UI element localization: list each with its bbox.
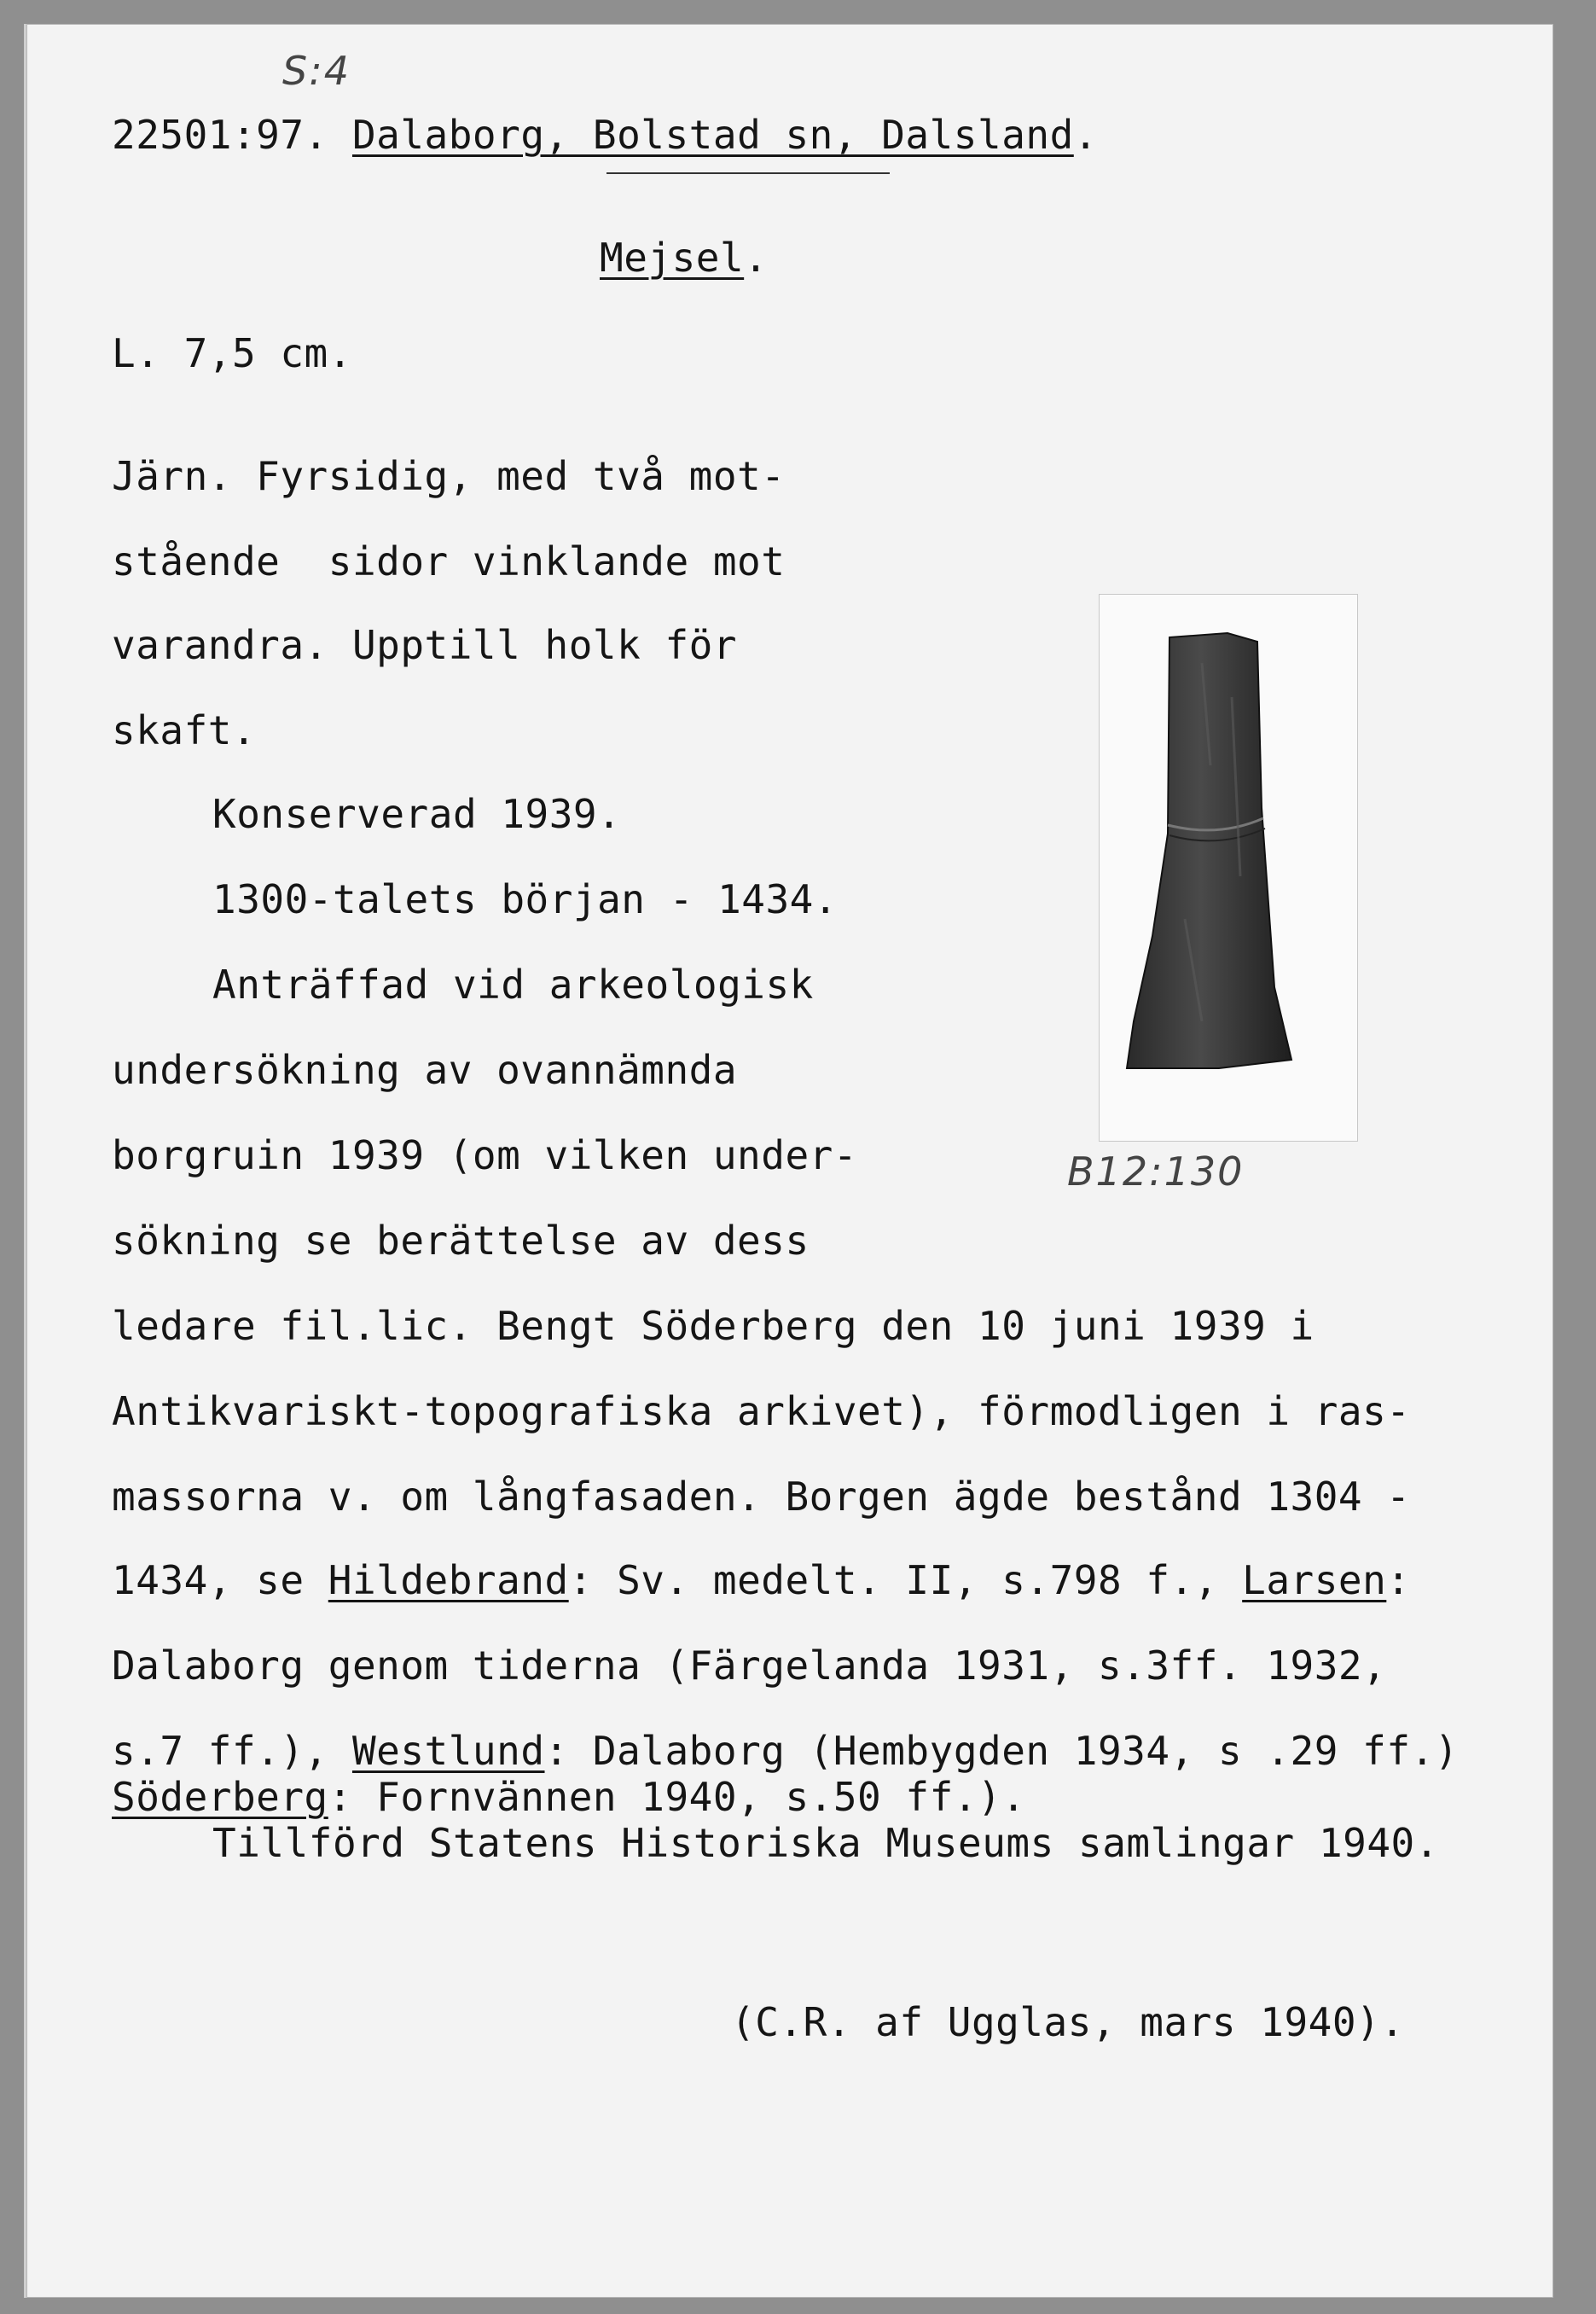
length-measure: L. 7,5 cm. (112, 330, 352, 376)
reference-line-2: Dalaborg genom tiderna (Färgelanda 1931, s.3ff. 1932, (112, 1642, 1387, 1689)
catalogue-card (24, 24, 1553, 2298)
reference-line-1: 1434, se Hildebrand: Sv. medelt. II, s.798 f., Larsen: (112, 1557, 1411, 1603)
find-line-1: Anträffad vid arkeologisk (212, 962, 814, 1008)
description-line-3: varandra. Upptill holk för (112, 622, 738, 668)
reference-author-larsen: Larsen (1242, 1557, 1387, 1603)
header-underline-stroke (606, 172, 890, 174)
find-line-4: sökning se berättelse av dess (112, 1218, 810, 1264)
find-line-6: Antikvariskt-topografiska arkivet), förmodligen i ras- (112, 1388, 1411, 1434)
find-line-2: undersökning av ovannämnda (112, 1047, 738, 1093)
find-line-5: ledare fil.lic. Bengt Söderberg den 10 juni 1939 i (112, 1303, 1315, 1349)
reference-line-3: s.7 ff.), Westlund: Dalaborg (Hembygden 1934, s .29 ff.) (112, 1728, 1459, 1774)
shelf-mark: S:4 (282, 48, 351, 94)
photo-number: B12:130 (1067, 1148, 1245, 1195)
dating-note: 1300-talets början - 1434. (212, 876, 839, 922)
find-locality: Dalaborg, Bolstad sn, Dalsland (351, 112, 1074, 158)
catalogue-number: 22501:97. (112, 112, 328, 158)
object-photo (1099, 594, 1358, 1142)
reference-line-4: Söderberg: Fornvännen 1940, s.50 ff.). (112, 1774, 1026, 1820)
signature: (C.R. af Ugglas, mars 1940). (731, 1999, 1405, 2045)
description-line-2: stående sidor vinklande mot (112, 538, 786, 584)
card-header: 22501:97. Dalaborg, Bolstad sn, Dalsland. (112, 112, 1098, 158)
chisel-image (1100, 595, 1357, 1141)
description-line-1: Järn. Fyrsidig, med två mot- (112, 453, 786, 499)
reference-author-hildebrand: Hildebrand (328, 1557, 569, 1603)
acquisition-note: Tillförd Statens Historiska Museums samlingar 1940. (212, 1820, 1439, 1866)
find-line-7: massorna v. om långfasaden. Borgen ägde bestånd 1304 - (112, 1474, 1411, 1520)
conservation-note: Konserverad 1939. (212, 791, 622, 837)
object-title: Mejsel. (600, 235, 769, 281)
find-line-3: borgruin 1939 (om vilken under- (112, 1132, 858, 1178)
reference-author-soderberg: Söderberg (112, 1774, 328, 1820)
reference-author-westlund: Westlund (351, 1728, 545, 1774)
description-line-4: skaft. (112, 707, 257, 753)
